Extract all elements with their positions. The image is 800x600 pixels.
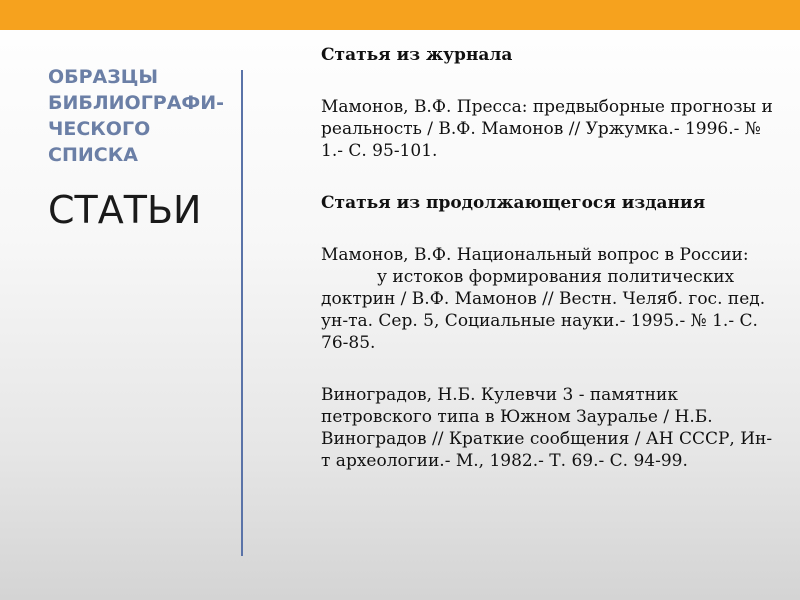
subtitle-line: СПИСКА (48, 144, 138, 166)
slide-title: СТАТЬИ (48, 188, 202, 232)
serial-entry-part1: Мамонов, В.Ф. Национальный вопрос в России: (321, 245, 749, 265)
serial-article-heading: Статья из продолжающегося издания (321, 193, 706, 213)
top-accent-bar (0, 0, 800, 30)
subtitle-line: ЧЕСКОГО (48, 118, 151, 140)
vertical-divider (241, 70, 243, 556)
slide-content (321, 44, 781, 502)
subtitle-line: ОБРАЗЦЫ (48, 66, 159, 88)
journal-article-entry: Мамонов, В.Ф. Пресса: предвыборные прогнозы и реальность / В.Ф. Мамонов // Уржумка.- 1996.- № 1.- С. 95-101. (321, 97, 773, 161)
serial-article-entry (321, 244, 781, 354)
journal-article-heading: Статья из журнала (321, 45, 513, 65)
serial-entry-part2: у истоков формирования политических доктрин / В.Ф. Мамонов // Вестн. Челяб. гос. пед. ун-та. Сер. 5, Социальные науки.- 1995.- № 1.- С. 76-85. (321, 267, 766, 353)
slide-subtitle (48, 64, 233, 168)
third-article-entry: Виноградов, Н.Б. Кулевчи 3 - памятник петровского типа в Южном Зауралье / Н.Б. Виноградов // Краткие сообщения / АН СССР, Ин-т археологии.- М., 1982.- Т. 69.- С. 94-99. (321, 385, 773, 471)
subtitle-line: БИБЛИОГРАФИ- (48, 92, 225, 114)
slide-heading-block (48, 64, 233, 232)
